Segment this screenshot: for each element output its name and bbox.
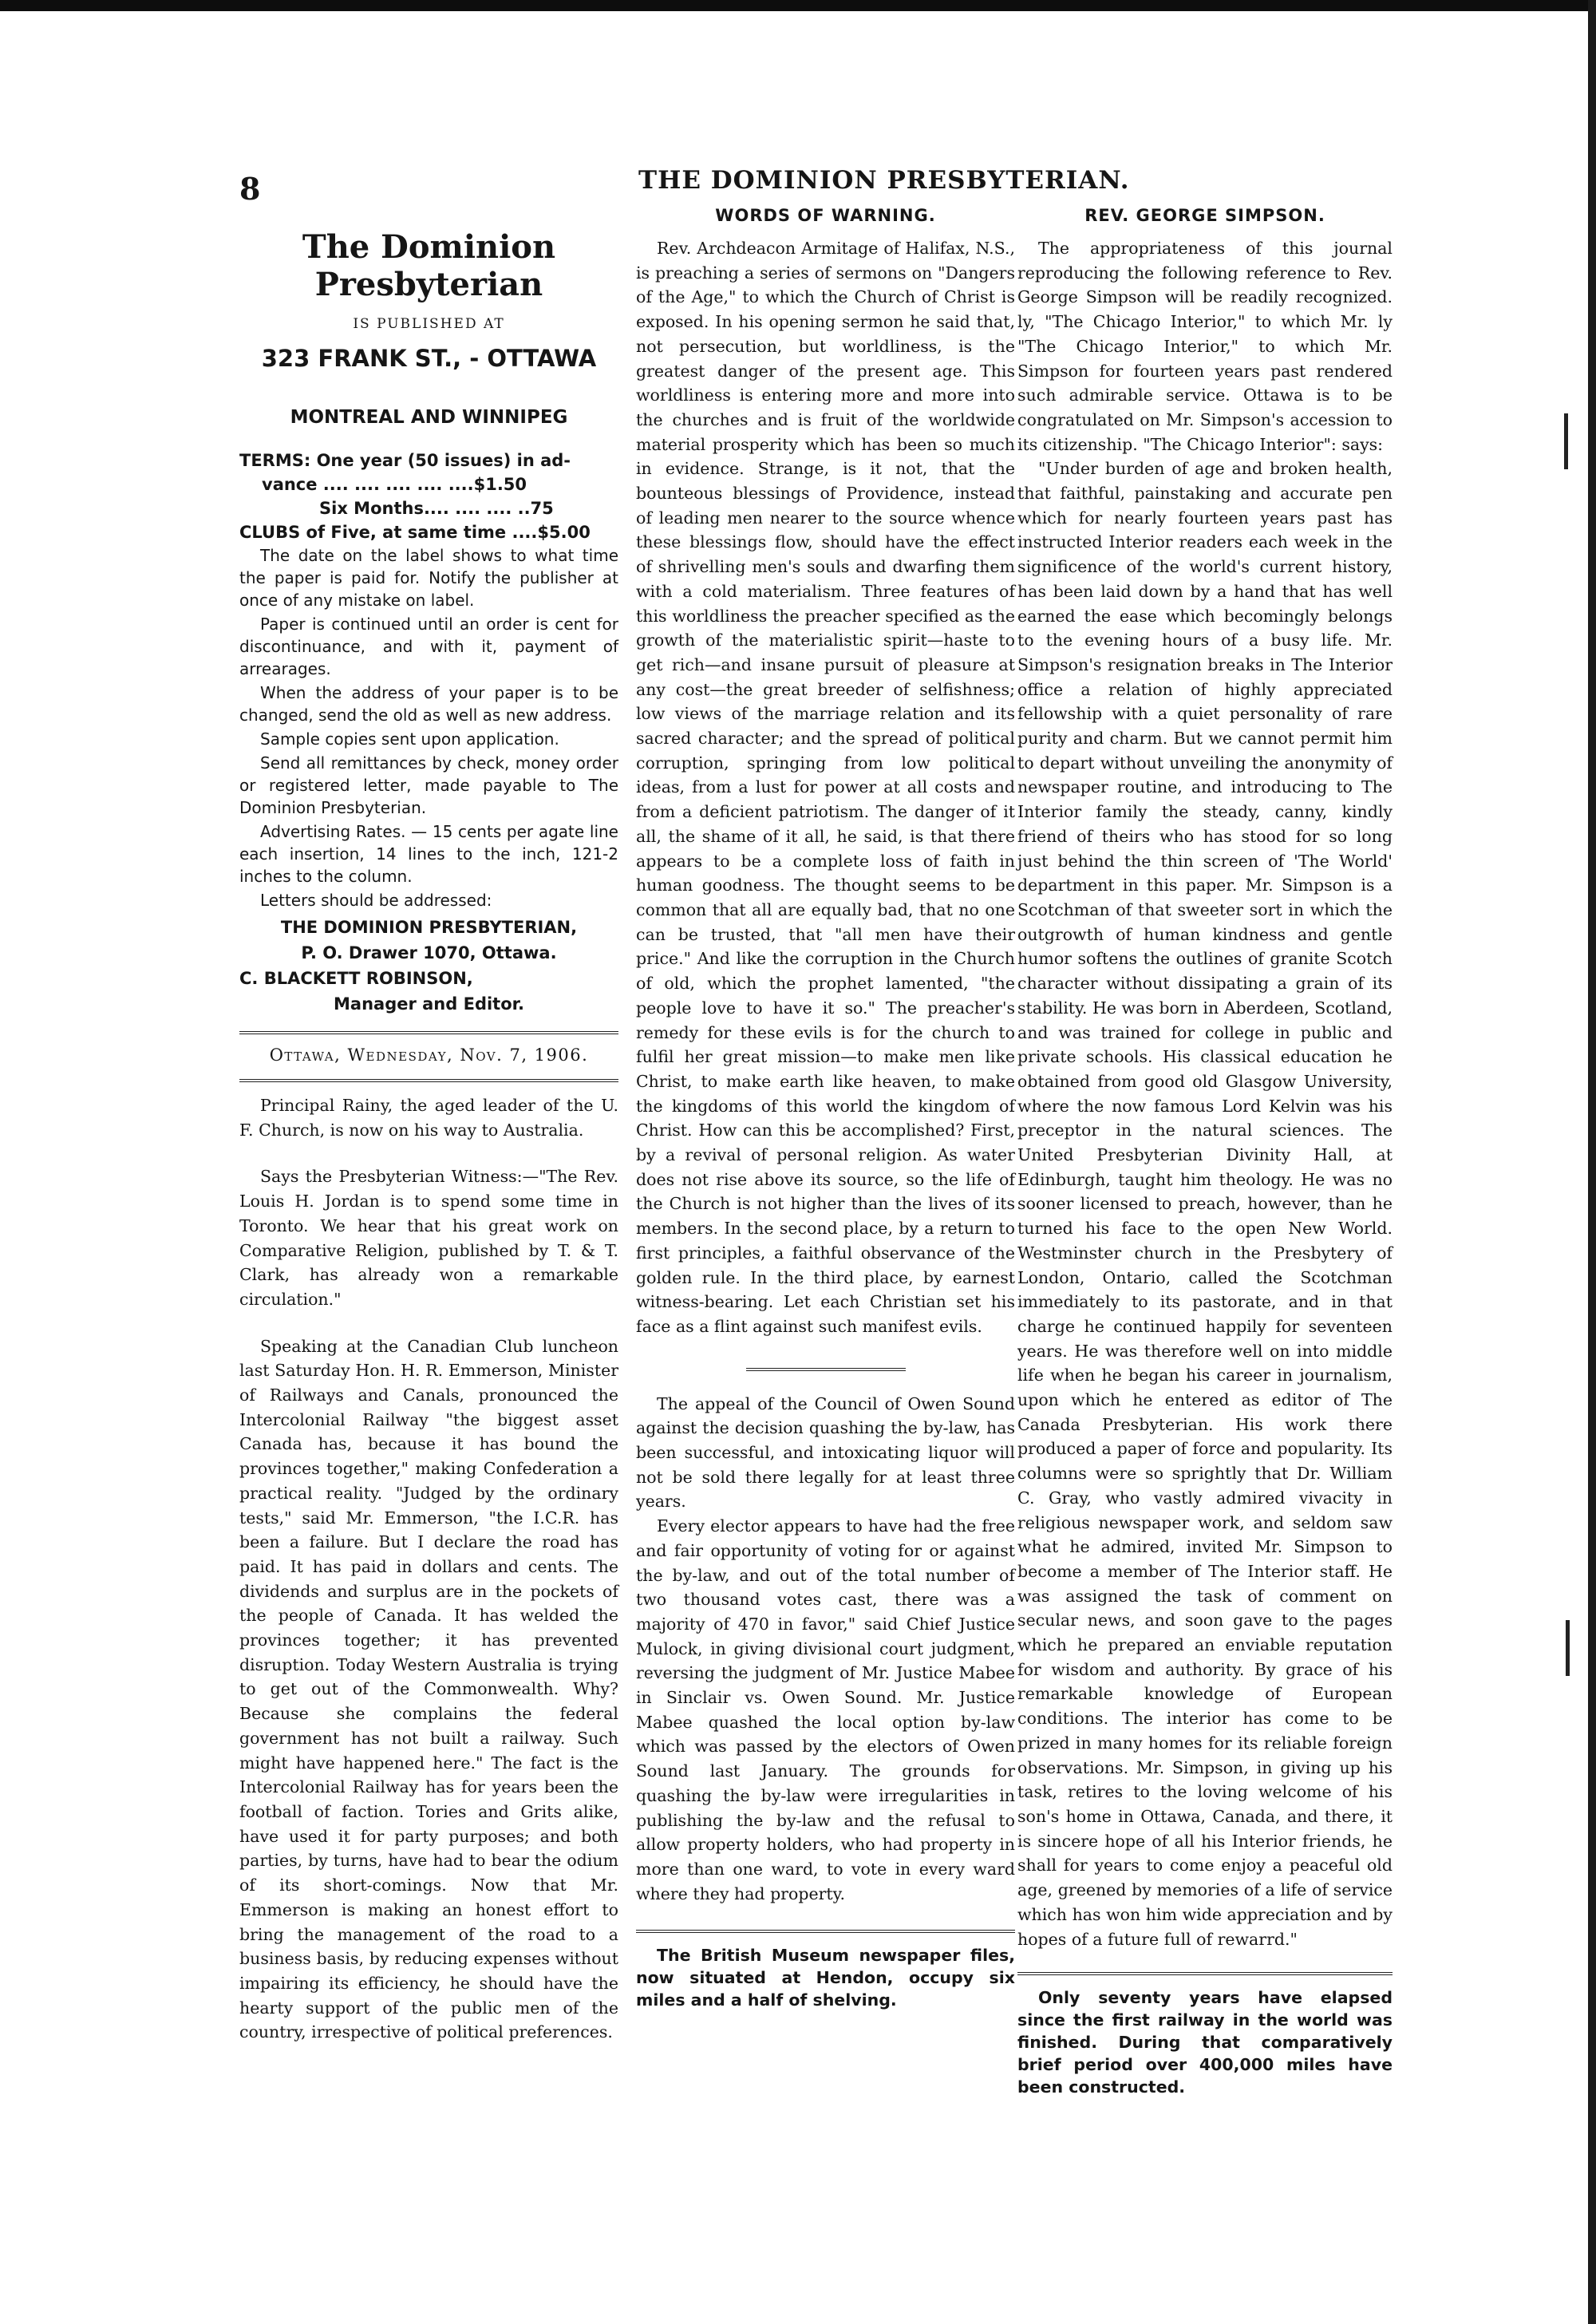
news-item: The British Museum newspaper files, now situated at Hendon, occupy six miles and a half of shelving.: [636, 1946, 1015, 2010]
publisher-address: 323 FRANK ST., - OTTAWA: [261, 345, 597, 372]
terms-line: vance .... .... .... .... ....$1.50: [262, 475, 527, 494]
page-number: 8: [239, 171, 261, 207]
masthead: The Dominion Presbyterian: [302, 228, 556, 303]
terms-line: TERMS: One year (50 issues) in ad-: [239, 451, 571, 470]
mailing-address-block: [239, 915, 618, 1017]
column-left: [239, 206, 618, 2045]
notice-paragraph: The date on the label shows to what time the paper is paid for. Notify the publisher at once of any mistake on label.: [239, 546, 618, 610]
news-item: Every elector appears to have had the free and fair opportunity of voting for or against the by-law, and out of the total number of two thousand votes cast, there was a majority of 470 in favor," said Chief Justice Mulock, in giving divisional court judgment, reversing the judgment of Mr. Justice Mabee in Sinclair vs. Owen Sound. Mr. Justice Mabee quashed the local option by-law which was passed by the electors of Owen Sound last January. The grounds for quashing the by-law were irregularities in publishing the by-law and the refusal to allow property holders, who had property in more than one ward, to vote in every ward where they had property.: [636, 1516, 1015, 1903]
article-title: WORDS OF WARNING.: [715, 206, 936, 225]
divider: [1017, 1972, 1393, 1975]
spacer: [239, 1312, 618, 1334]
divider: [239, 1031, 618, 1034]
notice-paragraph: Sample copies sent upon application.: [260, 729, 559, 749]
news-item: The appeal of the Council of Owen Sound against the decision quashing the by-law, has been successful, and intoxicating liquor will not be sold there legally for at least three years.: [636, 1393, 1015, 1512]
cities-line: MONTREAL AND WINNIPEG: [290, 407, 568, 428]
news-item: Only seventy years have elapsed since the first railway in the world was finished. During that comparatively brief period over 400,000 miles have been constructed.: [1017, 1988, 1393, 2097]
addressee-name: THE DOMINION PRESBYTERIAN,: [280, 918, 578, 937]
spacer: [239, 1142, 618, 1164]
column-center: [636, 206, 1015, 2011]
divider: [636, 1930, 1015, 1933]
news-item: Speaking at the Canadian Club luncheon last Saturday Hon. H. R. Emmerson, Minister of Railways and Canals, pronounced the Intercolonial Railway "the biggest asset Canada has, because it has bound the provinces together," making Confederation a practical reality. "Judged by the ordinary tests," said Mr. Emmerson, "the I.C.R. has been a failure. But I declare the road has paid. It has paid in dollars and cents. The dividends and surplus are in the pockets of the people of Canada. It has welded the provinces together; it has prevented disruption. Today Western Australia is trying to get out of the Commonwealth. Why? Because she complains the federal government has not built a railway. Such might have happened here." The fact is the Intercolonial Railway has for years been the football of faction. Tories and Grits alike, have used it for party purposes; and both parties, by turns, have had to bear the odium of its short-comings. Now that Mr. Emmerson is making an honest effort to bring the management of the road to a business basis, by reducing expenses without impairing its efficiency, he should have the hearty support of the public men of the country, irrespective of political preferences.: [239, 1336, 618, 2042]
running-head: THE DOMINION PRESBYTERIAN.: [638, 166, 1130, 195]
subscriber-notices: [239, 544, 618, 911]
manager-title: Manager and Editor.: [334, 994, 524, 1014]
manager-name: C. BLACKETT ROBINSON,: [239, 969, 473, 988]
advertising-rates: Advertising Rates. — 15 cents per agate line each insertion, 14 lines to the inch, 121-2 inches to the column.: [239, 822, 618, 886]
article-body: Rev. Archdeacon Armitage of Halifax, N.S., is preaching a series of sermons on "Dangers of the Age," to which the Church of Christ is exposed. In his opening sermon he said that, not persecution, but worldliness, is the greatest danger of the present age. This worldliness is entering more and more into the churches and is fruit of the worldwide material prosperity which has been so much in evidence. Strange, is it not, that the bounteous blessings of Providence, instead of leading men nearer to the source whence these blessings flow, should have the effect of shrivelling men's souls and dwarfing them with a cold materialism. Three features of this worldliness the preacher specified as the growth of the materialistic spirit—haste to get rich—and insane pursuit of pleasure at any cost—the great breeder of selfishness; low views of the marriage relation and its sacred character; and the spread of political corruption, springing from low political ideas, from a lust for power at all costs and from a deficient patriotism. The danger of it all, the shame of it all, he said, is that there appears to be a complete loss of faith in human goodness. The thought seems to be common that all are equally bad, that no one can be trusted, that "all men have their price." And like the corruption in the Church of old, which the prophet lamented, "the people love to have it so." The preacher's remedy for these evils is for the church to fulfil her great mission—to make men like Christ, to make earth like heaven, to make the kingdoms of this world the kingdom of Christ. How can this be accomplished? First, by a revival of personal religion. As water does not rise above its source, so the life of the Church is not higher than the lives of its members. In the second place, by a return to first principles, a faithful observance of the golden rule. In the third place, by earnest witness-bearing. Let each Christian set his face as a flint against such manifest evils.: [636, 239, 1015, 1336]
article-title: REV. GEORGE SIMPSON.: [1084, 206, 1325, 225]
dateline: Ottawa, Wednesday, Nov. 7, 1906.: [269, 1045, 589, 1065]
article-quote: "Under burden of age and broken health, that faithful, painstaking and accurate pen which for nearly fourteen years past has instructed Interior readers each week in the significence of the world's current history, has been laid down by a hand that has well earned the ease which becomingly belongs to the evening hours of a busy life. Mr. Simpson's resignation breaks in The Interior office a relation of highly appreciated fellowship with a quiet personality of rare purity and charm. But we cannot permit him to depart without unveiling the anonymity of newspaper routine, and introducing to The Interior family the steady, canny, kindly friend of theirs who has stood for so long just behind the thin screen of 'The World' department in this paper. Mr. Simpson is a Scotchman of that sweeter sort in which the outgrowth of human kindness and gentle humor softens the outlines of granite Scotch character without dissipating a grain of its stability. He was born in Aberdeen, Scotland, and was trained for college in public and private schools. His classical education he obtained from good old Glasgow University, where the now famous Lord Kelvin was his preceptor in the natural sciences. The United Presbyterian Divinity Hall, at Edinburgh, taught him theology. He was no sooner licensed to preach, however, than he turned his face to the open New World. Westminster church in the Presbytery of London, Ontario, called the Scotchman immediately to its pastorate, and in that charge he continued happily for seventeen years. He was therefore well on into middle life when he began his career in journalism, upon which he entered as editor of The Canada Presbyterian. His work there produced a paper of force and popularity. Its columns were so sprightly that Dr. William C. Gray, who vastly admired vivacity in religious newspaper work, and seldom saw what he admired, invited Mr. Simpson to become a member of The Interior staff. He was assigned the task of comment on secular news, and soon gave to the pages which he prepared an enviable reputation for wisdom and authority. By grace of his remarkable knowledge of European conditions. The interior has come to be prized in many homes for its reliable foreign observations. Mr. Simpson, in giving up his task, retires to the loving welcome of his son's home in Ottawa, Canada, and there, it is sincere hope of all his Interior friends, he shall for years to come enjoy a peaceful old age, greened by memories of a life of service which has won him wide appreciation and by hopes of a future full of rewarrd.": [1017, 459, 1393, 1949]
news-item: Principal Rainy, the aged leader of the U. F. Church, is now on his way to Australia.: [239, 1096, 618, 1140]
terms-line: CLUBS of Five, at same time ....$5.00: [239, 523, 591, 542]
divider: [746, 1368, 906, 1371]
column-right: [1017, 206, 1393, 2098]
divider: [239, 1079, 618, 1082]
notice-paragraph: Send all remittances by check, money order or registered letter, made payable to The Dominion Presbyterian.: [239, 753, 618, 817]
notice-paragraph: When the address of your paper is to be changed, send the old as well as new address.: [239, 683, 618, 725]
addressee-box: P. O. Drawer 1070, Ottawa.: [301, 943, 557, 962]
article-intro: The appropriateness of this journal reproducing the following reference to Rev. George Simpson will be readily recognized. ly, "The Chicago Interior," to which Mr. ly "The Chicago Interior," to which Mr. Simpson for fourteen years past rendered such admirable service. Ottawa is to be congratulated on Mr. Simpson's accession to its citizenship. "The Chicago Interior": says:: [1017, 239, 1393, 454]
letters-addressed: Letters should be addressed:: [260, 891, 492, 910]
notice-paragraph: Paper is continued until an order is cent for discontinuance, and with it, payment of arrearages.: [239, 615, 618, 678]
subscription-terms: [239, 449, 618, 544]
published-at-label: IS PUBLISHED AT: [353, 316, 505, 332]
terms-line: Six Months.... .... .... ..75: [319, 499, 554, 518]
news-item: Says the Presbyterian Witness:—"The Rev. Louis H. Jordan is to spend some time in Toronto. We hear that his great work on Comparative Religion, published by T. & T. Clark, has already won a remarkable circulation.": [239, 1167, 618, 1309]
